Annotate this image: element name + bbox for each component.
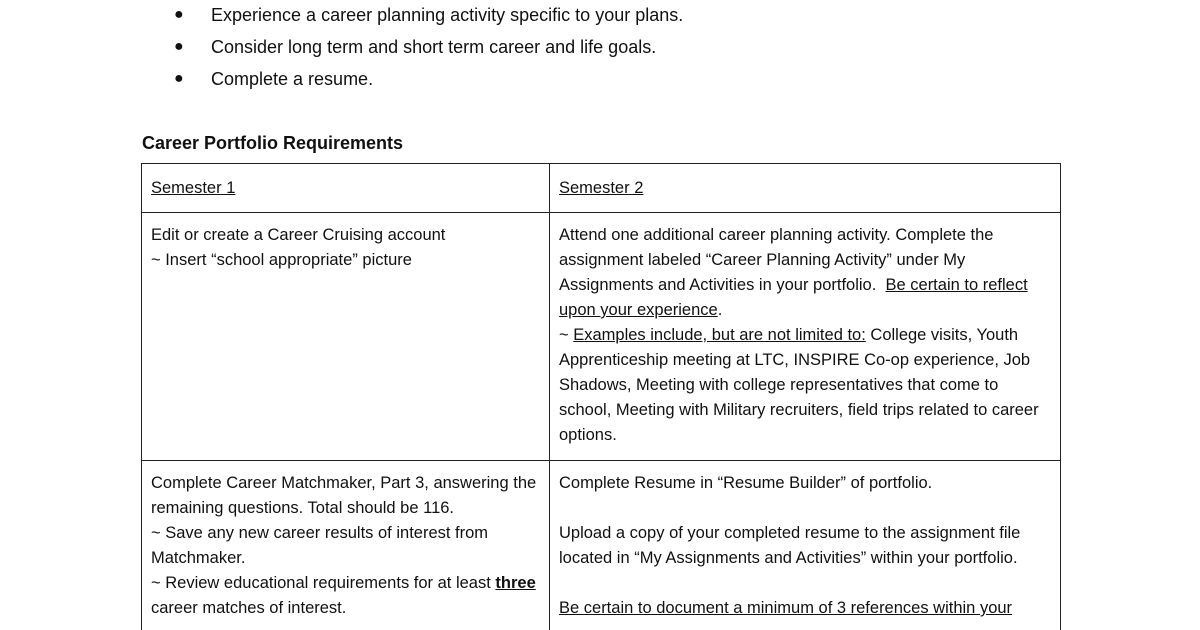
header-label: Semester 1 — [151, 179, 236, 197]
section-heading: Career Portfolio Requirements — [142, 133, 404, 153]
cell-text: Upload a copy of your completed resume to the assignment file located in “My Assignments and Activities” within your portfolio. — [559, 524, 1021, 567]
table-row — [142, 213, 1061, 461]
cell-text: College visits, Youth Apprenticeship meeting at LTC, INSPIRE Co-op experience, Job Shadows, Meeting with college representatives that come to school, Meeting with Military recruiters, field trips related to career options. — [559, 326, 1039, 444]
cell-list-item — [151, 571, 540, 621]
cell-text: Complete Career Matchmaker, Part 3, answering the remaining questions. Total should be 116. — [151, 474, 537, 517]
cell-text: Complete Resume in “Resume Builder” of portfolio. — [559, 474, 933, 492]
header-cell-semester-2 — [550, 164, 1061, 213]
cell-semester-1 — [142, 213, 550, 461]
cell-emphasis: Examples include, but are not limited to: — [573, 326, 866, 344]
cell-semester-2 — [550, 213, 1061, 461]
cell-text: Save any new career results of interest from Matchmaker. — [151, 524, 489, 567]
bullet-item — [0, 67, 1000, 91]
cell-semester-2 — [550, 461, 1061, 630]
examples-line — [559, 323, 1051, 448]
cell-list-item — [151, 521, 540, 571]
cell-text: ~ — [151, 574, 166, 592]
cell-text: Attend one additional career planning activity. Complete the assignment labeled “Career Planning Activity” under My Assignments and Activities in your portfolio. — [559, 226, 994, 294]
cell-text: Review educational requirements for at least — [165, 574, 496, 592]
cell-emphasis: Be certain to document a minimum of 3 references within your — [559, 599, 1013, 617]
bullet-dot-icon: ● — [174, 70, 184, 87]
cell-emphasis: three — [495, 574, 536, 592]
paragraph-gap — [559, 496, 1051, 521]
bullet-text: Complete a resume. — [211, 69, 374, 89]
bullet-item — [0, 35, 1000, 59]
table-header-row — [142, 164, 1061, 213]
bullet-dot-icon: ● — [174, 6, 184, 23]
bullet-text: Consider long term and short term career and life goals. — [211, 37, 657, 57]
bullet-text: Experience a career planning activity specific to your plans. — [211, 5, 684, 25]
cell-text: . — [717, 301, 723, 319]
cell-semester-1 — [142, 461, 550, 630]
bullet-dot-icon: ● — [174, 38, 184, 55]
cell-text: ~ — [559, 326, 574, 344]
header-cell-semester-1 — [142, 164, 550, 213]
table-row — [142, 461, 1061, 630]
paragraph-gap — [559, 571, 1051, 596]
cell-text: career matches of interest. — [151, 599, 347, 617]
header-label: Semester 2 — [559, 179, 644, 197]
requirements-table — [141, 163, 1061, 630]
cell-text: Edit or create a Career Cruising account — [151, 226, 446, 244]
cell-text: ~ Insert “school appropriate” picture — [151, 251, 412, 269]
cell-emphasis: Be certain to reflect upon your experience — [559, 276, 1028, 319]
cell-text: ~ — [151, 524, 166, 542]
bullet-item — [0, 3, 1000, 27]
